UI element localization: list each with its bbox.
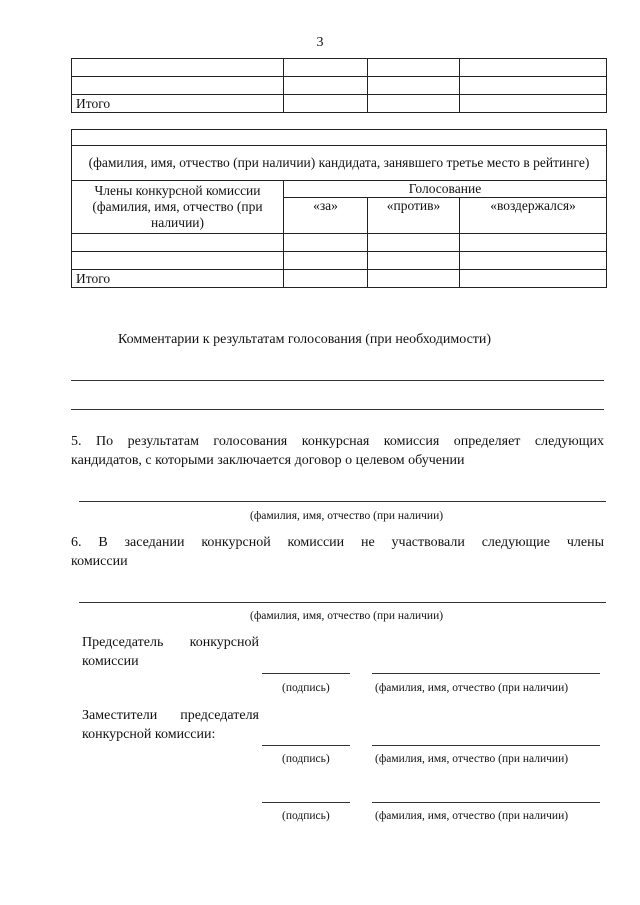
table-row [72, 234, 607, 252]
name-caption: (фамилия, имя, отчество (при наличии) [375, 682, 569, 694]
col-abstain: «воздержался» [460, 198, 607, 234]
chairman-name-line [372, 673, 600, 674]
table-row-total [72, 270, 607, 288]
page-number: 3 [316, 35, 324, 50]
vote-table-continued [71, 58, 607, 113]
deputy1-name-line [372, 745, 600, 746]
col-for: «за» [284, 198, 368, 234]
section5-name-line [79, 501, 606, 502]
section5-caption: (фамилия, имя, отчество (при наличии) [250, 510, 444, 522]
signature-caption: (подпись) [282, 810, 330, 822]
table-row [72, 59, 607, 77]
col-against: «против» [368, 198, 460, 234]
comments-label: Комментарии к результатам голосования (при необходимости) [118, 332, 492, 347]
section5-text-line2: кандидатов, с которыми заключается договор о целевом обучении [71, 453, 465, 468]
chairman-signature-line [262, 673, 350, 674]
comments-line [71, 409, 604, 410]
chairman-label-line2: комиссии [82, 654, 139, 669]
signature-caption: (подпись) [282, 753, 330, 765]
table-header-row [72, 181, 607, 198]
section6-name-line [79, 602, 606, 603]
section6-caption: (фамилия, имя, отчество (при наличии) [250, 610, 444, 622]
table-row [72, 77, 607, 95]
deputies-label-line2: конкурсной комиссии: [82, 727, 216, 742]
section6-text-line1: 6. В заседании конкурсной комиссии не участвовали следующие члены [71, 535, 604, 550]
name-caption: (фамилия, имя, отчество (при наличии) [375, 810, 569, 822]
total-label: Итого [72, 270, 284, 288]
deputy2-signature-line [262, 802, 350, 803]
comments-line [71, 380, 604, 381]
table-row-caption [72, 146, 607, 181]
table-row [72, 130, 607, 146]
table-row [72, 252, 607, 270]
chairman-label-line1: Председатель конкурсной [82, 635, 259, 650]
deputies-label-line1: Заместители председателя [82, 708, 259, 723]
members-header: Члены конкурсной комиссии (фамилия, имя, отчество (при наличии) [72, 181, 284, 234]
deputy1-signature-line [262, 745, 350, 746]
section6-text-line2: комиссии [71, 554, 128, 569]
deputy2-name-line [372, 802, 600, 803]
candidate-caption: (фамилия, имя, отчество (при наличии) кандидата, занявшего третье место в рейтинге) [72, 146, 607, 181]
vote-table-third-place [71, 129, 607, 288]
table-row-total [72, 95, 607, 113]
total-label: Итого [72, 95, 284, 113]
section5-text-line1: 5. По результатам голосования конкурсная комиссия определяет следующих [71, 434, 604, 449]
name-caption: (фамилия, имя, отчество (при наличии) [375, 753, 569, 765]
voting-header: Голосование [284, 181, 607, 198]
signature-caption: (подпись) [282, 682, 330, 694]
